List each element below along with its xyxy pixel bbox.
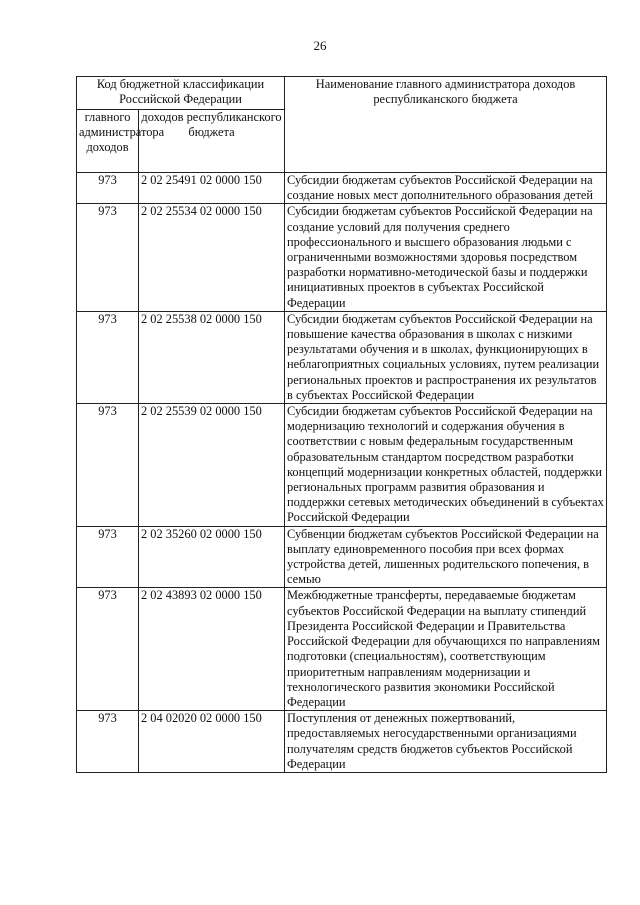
admin-code-cell: 973 — [77, 711, 139, 773]
header-col-name: Наименование главного администратора доходов республиканского бюджета — [285, 77, 607, 173]
table-row — [77, 404, 607, 527]
income-code-cell: 2 02 43893 02 0000 150 — [139, 588, 285, 711]
income-code-cell: 2 02 25538 02 0000 150 — [139, 311, 285, 403]
header-col-income: доходов республиканского бюджета — [139, 110, 285, 173]
budget-classification-table — [76, 76, 607, 773]
revenue-name-cell: Поступления от денежных пожертвований, предоставляемых негосударственными организациями получателям средств бюджетов субъектов Российской Федерации — [285, 711, 607, 773]
revenue-name-cell: Субсидии бюджетам субъектов Российской Федерации на создание условий для получения среднего профессионального и высшего образования людьми с ограниченными возможностями здоровья посредством разработки нормативно-методической базы и поддержки инициативных проектов в субъектах Российской Федерации — [285, 204, 607, 311]
admin-code-cell: 973 — [77, 404, 139, 527]
revenue-name-cell: Субвенции бюджетам субъектов Российской Федерации на выплату единовременного пособия при всех формах устройства детей, лишенных родительского попечения, в семью — [285, 526, 607, 588]
admin-code-cell: 973 — [77, 173, 139, 204]
income-code-cell: 2 02 25534 02 0000 150 — [139, 204, 285, 311]
admin-code-cell: 973 — [77, 204, 139, 311]
table-row — [77, 711, 607, 773]
table-header-row — [77, 77, 607, 110]
table-row — [77, 311, 607, 403]
income-code-cell: 2 04 02020 02 0000 150 — [139, 711, 285, 773]
table-row — [77, 173, 607, 204]
admin-code-cell: 973 — [77, 588, 139, 711]
income-code-cell: 2 02 35260 02 0000 150 — [139, 526, 285, 588]
income-code-cell: 2 02 25539 02 0000 150 — [139, 404, 285, 527]
revenue-name-cell: Субсидии бюджетам субъектов Российской Федерации на модернизацию технологий и содержания обучения в соответствии с новым федеральным государственным образовательным стандартом посредством разработки концепций модернизации конкретных областей, поддержки региональных программ развития образования и поддержки сетевых методических объединений в субъектах Российской Федерации — [285, 404, 607, 527]
table-row — [77, 526, 607, 588]
revenue-name-cell: Межбюджетные трансферты, передаваемые бюджетам субъектов Российской Федерации на выплату стипендий Президента Российской Федерации и Правительства Российской Федерации для обучающихся по направлениям подготовки (специальностям), соответствующим приоритетным направлениям модернизации и технологического развития экономики Российской Федерации — [285, 588, 607, 711]
revenue-name-cell: Субсидии бюджетам субъектов Российской Федерации на повышение качества образования в школах с низкими результатами обучения и в школах, функционирующих в неблагоприятных социальных условиях, путем реализации региональных проектов и распространения их результатов в субъектах Российской Федерации — [285, 311, 607, 403]
admin-code-cell: 973 — [77, 311, 139, 403]
table-row — [77, 204, 607, 311]
header-col-admin: главного администратора доходов — [77, 110, 139, 173]
page-number: 26 — [313, 38, 327, 53]
table-body — [77, 173, 607, 773]
header-group-title: Код бюджетной классификации Российской Федерации — [77, 77, 285, 110]
admin-code-cell: 973 — [77, 526, 139, 588]
income-code-cell: 2 02 25491 02 0000 150 — [139, 173, 285, 204]
revenue-name-cell: Субсидии бюджетам субъектов Российской Федерации на создание новых мест дополнительного образования детей — [285, 173, 607, 204]
table-row — [77, 588, 607, 711]
